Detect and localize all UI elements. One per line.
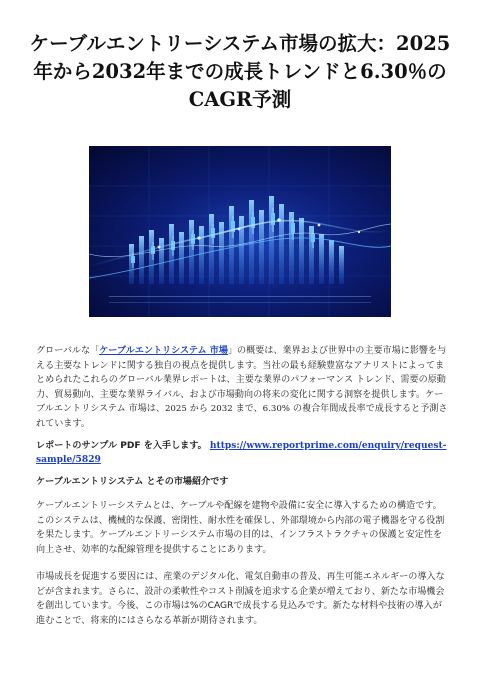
from-text: から — [186, 404, 211, 415]
cagr-value: 6.30% — [262, 404, 290, 415]
hero-image-financial-chart — [89, 146, 391, 317]
year-end: 2032 — [210, 404, 233, 415]
until-text: まで、 — [232, 404, 263, 415]
sample-url-link[interactable]: https://www.reportprime.com/enquiry/request-sample/5829 — [36, 440, 447, 465]
intro-prefix: グローバルな「 — [36, 346, 100, 356]
page-title: ケーブルエントリーシステム市場の拡大：2025年から2032年までの成長トレンドと6.30％のCAGR予測 — [29, 32, 451, 111]
intro-body: 」の概要は、業界および世界中の主要市場に影響を与える主要なトレンドに関する独自の視点を提供します。当社の最も経験豊富なアナリストによってまとめられたこれらのグローバル業界レポートは、主要な業界のパフォーマンス トレンド、需要の原動力、貿易動向、主要な業界ライバル、および市場動向の将来の変化に関する洞察を提供します。ケーブルエントリシステム 市場は、 — [36, 346, 447, 415]
description-paragraph: ケーブルエントリーシステムとは、ケーブルや配線を建物や設備に安全に導入するための構造です。このシステムは、機械的な保護、密閉性、耐水性を確保し、外部環境から内部の電子機器を守る役割を果たします。ケーブルエントリーシステム市場の目的は、インフラストラクチャの保護と安定性を向上させ、効率的な配線管理を提供することにあります。 — [36, 501, 445, 555]
year-start: 2025 — [164, 404, 187, 415]
growth-paragraph: 市場成長を促進する要因には、産業のデジタル化、電気自動車の普及、再生可能エネルギーの導入などが含まれます。さらに、設計の柔軟性やコスト削減を追求する企業が増えており、新たな市場機会を創出しています。今後、この市場は%のCAGRで成長する見込みです。新たな材料や技術の導入が進むことで、将来的にはさらなる革新が期待されます。 — [36, 572, 445, 626]
section-heading: ケーブルエントリシステム とその市場紹介です — [36, 477, 229, 487]
sample-request — [36, 439, 448, 467]
market-link[interactable]: ケーブルエントリシステム 市場 — [99, 346, 228, 356]
sample-label: レポートのサンプル PDF を入手します。 — [36, 441, 207, 451]
intro-suffix: の複合年間成長率で成長すると予測されています。 — [36, 404, 448, 429]
intro-paragraph — [36, 344, 448, 432]
